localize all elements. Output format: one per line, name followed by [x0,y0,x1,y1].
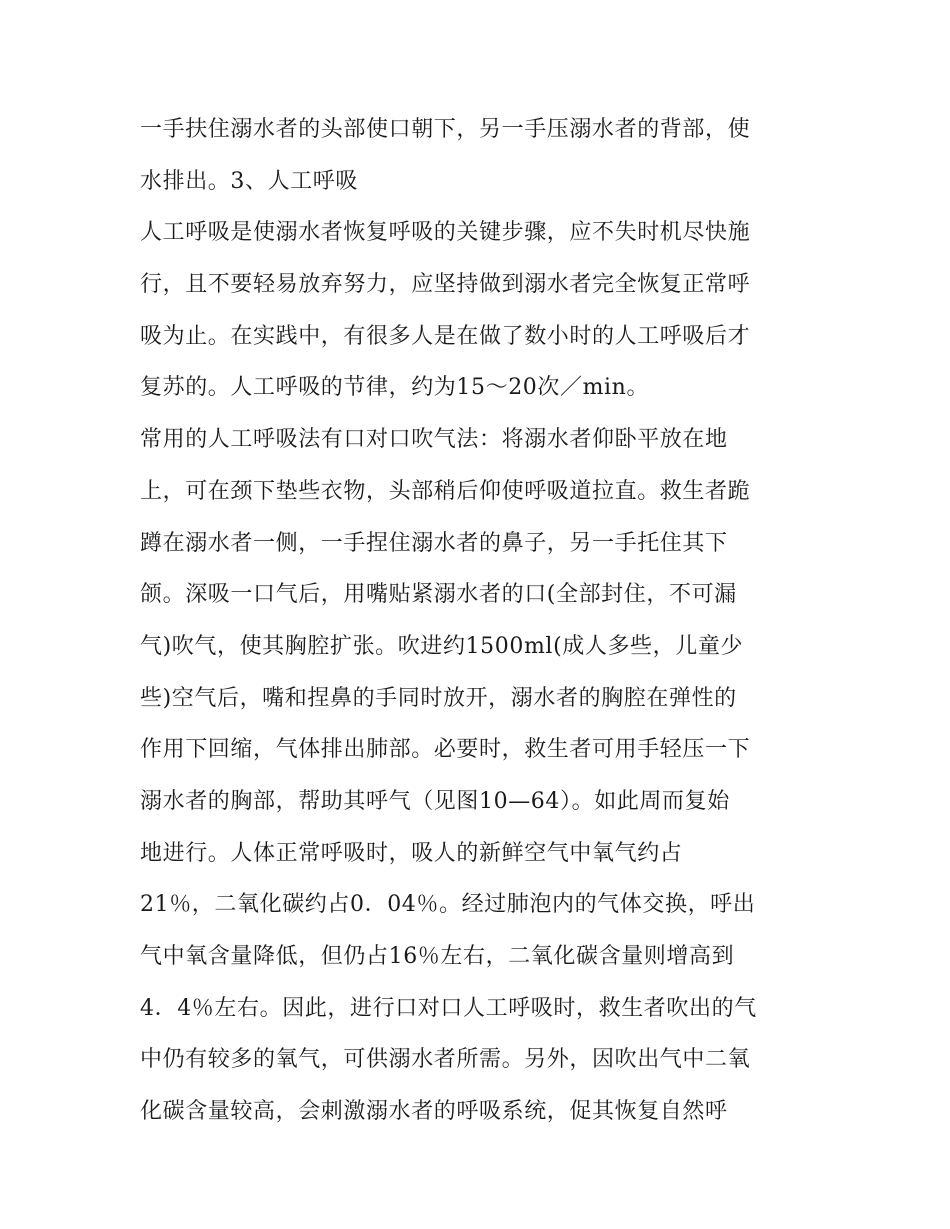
text-line: 人工呼吸是使溺水者恢复呼吸的关键步骤，应不失时机尽快施 [140,220,751,246]
text-line: 作用下回缩，气体排出肺部。必要时，救生者可用手轻压一下 [140,737,751,763]
text-line: 中仍有较多的氧气，可供溺水者所需。另外，因吹出气中二氧 [140,1047,751,1073]
text-line: 吸为止。在实践中，有很多人是在做了数小时的人工呼吸后才 [140,323,751,349]
text-line: 蹲在溺水者一侧，一手捏住溺水者的鼻子，另一手托住其下 [140,530,728,556]
text-line: 复苏的。人工呼吸的节律，约为15～20次／min。 [140,375,650,401]
text-line: 常用的人工呼吸法有口对口吹气法：将溺水者仰卧平放在地 [140,427,728,453]
text-line: 化碳含量较高，会刺激溺水者的呼吸系统，促其恢复自然呼 [140,1099,728,1125]
text-line: 水排出。3、人工呼吸 [140,168,358,194]
text-line: 4．4％左右。因此，进行口对口人工呼吸时，救生者吹出的气 [140,995,757,1021]
text-line: 地进行。人体正常呼吸时，吸人的新鲜空气中氧气约占 [140,840,683,866]
text-line: 上，可在颈下垫些衣物，头部稍后仰使呼吸道拉直。救生者跪 [140,478,751,504]
text-line: 气)吹气，使其胸腔扩张。吹进约1500ml(成人多些，儿童少 [140,633,744,659]
text-line: 溺水者的胸部，帮助其呼气（见图10—64）。如此周而复始 [140,788,730,814]
text-line: 气中氧含量降低，但仍占16％左右，二氧化碳含量则增高到 [140,944,735,969]
text-line: 些)空气后，嘴和捏鼻的手同时放开，溺水者的胸腔在弹性的 [140,685,737,711]
text-line: 21％，二氧化碳约占0．04％。经过肺泡内的气体交换，呼出 [140,892,756,918]
text-line: 颌。深吸一口气后，用嘴贴紧溺水者的口(全部封住，不可漏 [140,582,737,608]
body-text [140,108,820,1142]
text-line: 行，且不要轻易放弃努力，应坚持做到溺水者完全恢复正常呼 [140,272,751,298]
text-line: 一手扶住溺水者的头部使口朝下，另一手压溺水者的背部，使 [140,117,751,142]
